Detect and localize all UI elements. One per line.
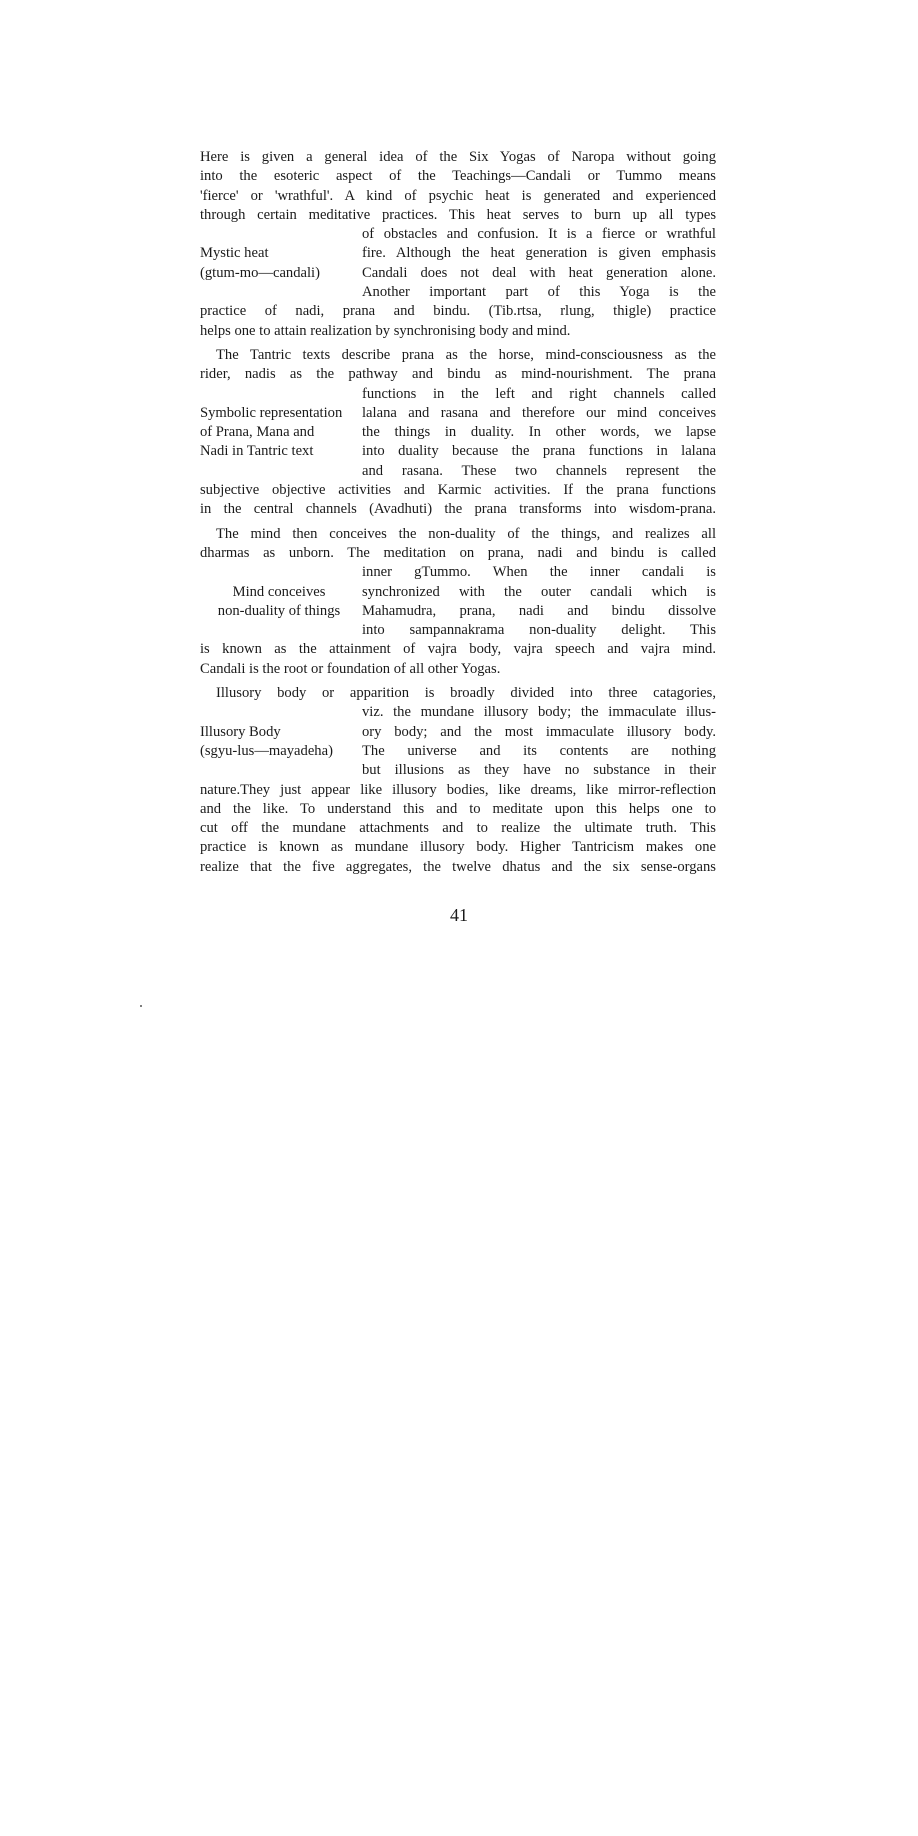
- text-line: The universe and its contents are nothing: [362, 742, 716, 759]
- text-line: dharmas as unborn. The meditation on prana, nadi and bindu is called: [200, 544, 716, 561]
- text-line: fire. Although the heat generation is given emphasis: [362, 245, 716, 262]
- text-line: Mahamudra, prana, nadi and bindu dissolve: [362, 602, 716, 619]
- text-line: helps one to attain realization by synchronising body and mind.: [200, 322, 571, 339]
- text-line: The mind then conceives the non-duality of the things, and realizes all: [216, 525, 716, 542]
- side-note-non-duality: non-duality of things: [217, 602, 341, 619]
- side-note-gtum-mo: (gtum-mo—candali): [200, 264, 320, 281]
- side-note-illusory-body: Illusory Body: [200, 723, 281, 740]
- text-line: subjective objective activities and Karmic activities. If the prana functions: [200, 482, 716, 499]
- text-line: Candali is the root or foundation of all other Yogas.: [200, 660, 501, 677]
- text-line: 'fierce' or 'wrathful'. A kind of psychic heat is generated and experienced: [200, 187, 716, 204]
- text-line: realize that the five aggregates, the twelve dhatus and the six sense-organs: [200, 858, 716, 875]
- side-note-prana-mana: of Prana, Mana and: [200, 424, 315, 441]
- text-line: but illusions as they have no substance in their: [362, 762, 716, 779]
- text-line: Candali does not deal with heat generation alone.: [362, 264, 716, 281]
- text-line: is known as the attainment of vajra body, vajra speech and vajra mind.: [200, 641, 716, 658]
- side-note-sgyu-lus: (sgyu-lus—mayadeha): [200, 742, 333, 759]
- side-note-nadi: Nadi in Tantric text: [200, 443, 314, 460]
- text-line: inner gTummo. When the inner candali is: [362, 564, 716, 581]
- text-line: into duality because the prana functions in lalana: [362, 443, 716, 460]
- text-line: functions in the left and right channels called: [362, 385, 716, 402]
- text-line: ory body; and the most immaculate illusory body.: [362, 723, 716, 740]
- text-line: in the central channels (Avadhuti) the prana transforms into wisdom-prana.: [200, 501, 716, 518]
- text-line: and rasana. These two channels represent the: [362, 462, 716, 479]
- page-number: 41: [450, 905, 468, 925]
- text-line: Here is given a general idea of the Six Yogas of Naropa without going: [200, 149, 716, 165]
- text-line: practice is known as mundane illusory body. Higher Tantricism makes one: [200, 839, 716, 856]
- text-line: practice of nadi, prana and bindu. (Tib.rtsa, rlung, thigle) practice: [200, 303, 716, 320]
- side-note-symbolic: Symbolic representation: [200, 404, 343, 421]
- text-line: synchronized with the outer candali which is: [362, 583, 716, 600]
- page-text: [200, 148, 716, 877]
- text-line: cut off the mundane attachments and to realize the ultimate truth. This: [200, 820, 716, 837]
- text-line: the things in duality. In other words, we lapse: [362, 424, 716, 441]
- text-line: Another important part of this Yoga is the: [362, 284, 716, 301]
- side-note-mind-conceives: Mind conceives: [232, 583, 326, 600]
- text-line: Illusory body or apparition is broadly divided into three catagories,: [216, 685, 716, 702]
- side-note-mystic-heat: Mystic heat: [200, 245, 269, 262]
- text-line: through certain meditative practices. This heat serves to burn up all types: [200, 206, 716, 223]
- text-line: rider, nadis as the pathway and bindu as mind-nourishment. The prana: [200, 366, 716, 383]
- scan-speck: [140, 1005, 142, 1007]
- text-line: The Tantric texts describe prana as the horse, mind-consciousness as the: [216, 346, 716, 363]
- text-line: and the like. To understand this and to meditate upon this helps one to: [200, 800, 716, 817]
- text-line: nature.They just appear like illusory bodies, like dreams, like mirror-reflection: [200, 781, 716, 798]
- text-line: of obstacles and confusion. It is a fierce or wrathful: [362, 226, 716, 243]
- text-line: viz. the mundane illusory body; the immaculate illus-: [362, 704, 716, 721]
- text-line: into sampannakrama non-duality delight. This: [362, 622, 716, 639]
- text-line: lalana and rasana and therefore our mind conceives: [362, 404, 716, 421]
- text-line: into the esoteric aspect of the Teachings—Candali or Tummo means: [200, 168, 716, 185]
